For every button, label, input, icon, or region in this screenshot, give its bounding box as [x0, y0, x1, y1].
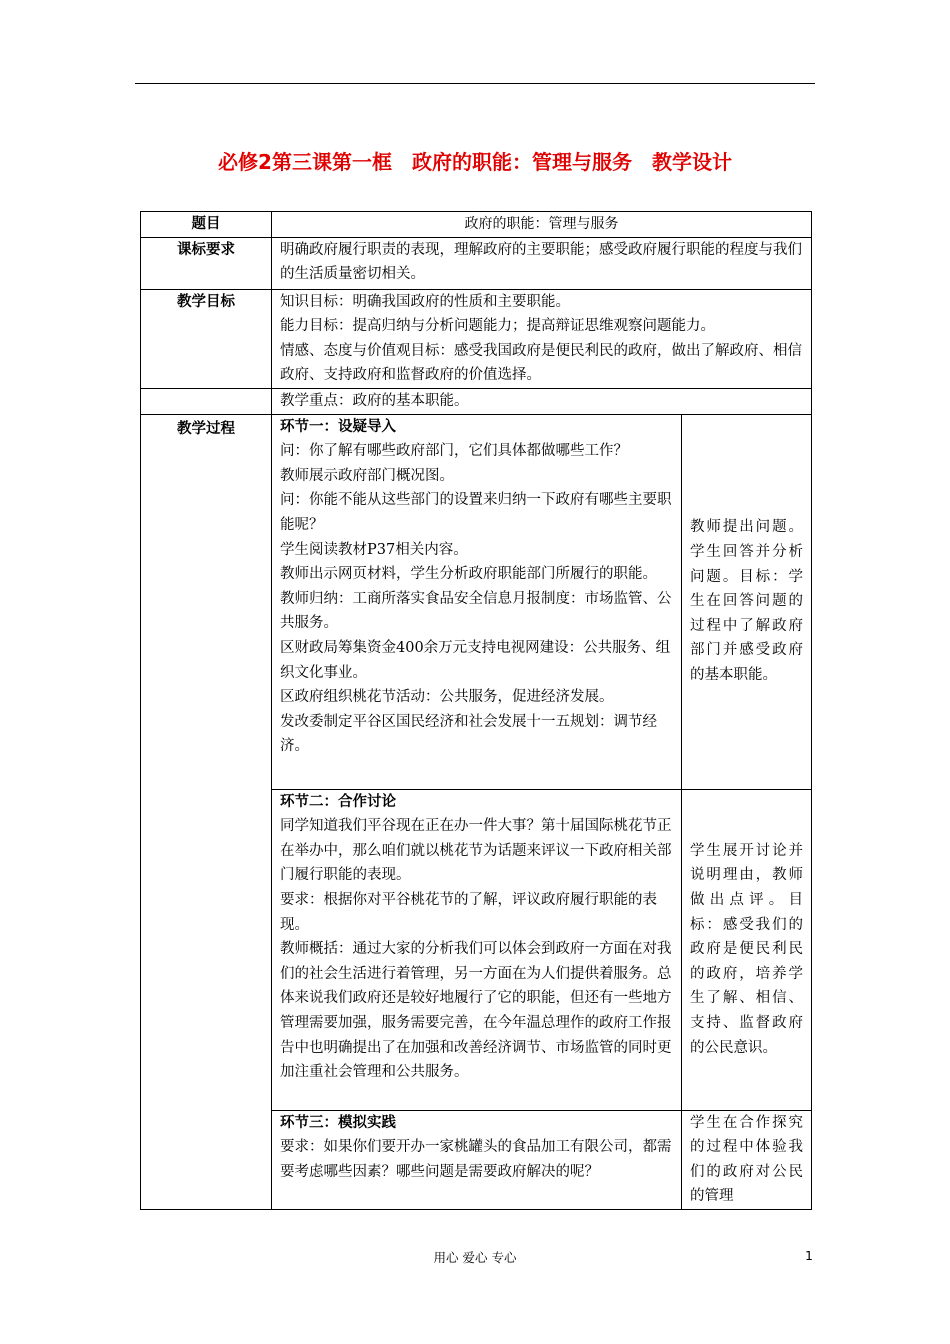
goals-label: 教学目标 — [141, 289, 272, 388]
standard-row — [141, 237, 812, 289]
document-title: 必修2第三课第一框 政府的职能：管理与服务 教学设计 — [218, 150, 732, 174]
goal-knowledge: 知识目标：明确我国政府的性质和主要职能。 — [280, 293, 570, 310]
topic-value: 政府的职能：管理与服务 — [272, 212, 812, 238]
section-3-content — [272, 1110, 682, 1209]
section-1-paragraph: 学生阅读教材P37相关内容。 — [280, 541, 468, 558]
section-3-note: 学生在合作探究的过程中体验我们的政府对公民的管理 — [682, 1110, 812, 1209]
standard-text: 明确政府履行职责的表现，理解政府的主要职能；感受政府履行职能的程度与我们的生活质量密切相关。 — [272, 237, 812, 289]
section-1-note: 教师提出问题。学生回答并分析问题。目标：学生在回答问题的过程中了解政府部门并感受政府的基本职能。 — [682, 414, 812, 789]
section-1-content — [272, 414, 682, 789]
page-footer: 用心 爱心 专心 — [433, 1250, 517, 1265]
section-1-paragraph: 教师展示政府部门概况图。 — [280, 467, 454, 484]
section-1-paragraph: 区政府组织桃花节活动：公共服务，促进经济发展。 — [280, 689, 614, 706]
section-1-paragraph: 问：你了解有哪些政府部门，它们具体都做哪些工作？ — [280, 443, 628, 460]
section-3-paragraph: 要求：如果你们要开办一家桃罐头的食品加工有限公司，都需要考虑哪些因素？哪些问题是需要政府解决的呢？ — [280, 1139, 672, 1180]
key-point-empty-cell — [141, 388, 272, 414]
section-1-paragraph: 发改委制定平谷区国民经济和社会发展十一五规划：调节经济。 — [280, 713, 657, 755]
goal-ability: 能力目标：提高归纳与分析问题能力；提高辩证思维观察问题能力。 — [280, 318, 715, 335]
section-2-note: 学生展开讨论并说明理由，教师做出点评。目标：感受我们的政府是便民利民的政府，培养学生了解、相信、支持、监督政府的公民意识。 — [682, 789, 812, 1110]
section-1-paragraph: 区财政局筹集资金400余万元支持电视网建设：公共服务、组织文化事业。 — [280, 639, 671, 681]
goals-cell — [272, 289, 812, 388]
section-2-content — [272, 789, 682, 1110]
section-1-paragraph: 教师归纳：工商所落实食品安全信息月报制度：市场监管、公共服务。 — [280, 590, 672, 632]
section-2-title: 环节二：合作讨论 — [280, 793, 396, 810]
process-label: 教学过程 — [141, 414, 272, 1209]
process-section-1-row — [141, 414, 812, 789]
lesson-plan-table — [140, 211, 812, 1210]
section-2-paragraph: 要求：根据你对平谷桃花节的了解，评议政府履行职能的表现。 — [280, 891, 657, 933]
section-1-paragraph: 教师出示网页材料，学生分析政府职能部门所履行的职能。 — [280, 566, 657, 583]
section-1-title: 环节一：设疑导入 — [280, 418, 396, 435]
section-2-paragraph: 同学知道我们平谷现在正在办一件大事？第十届国际桃花节正在举办中，那么咱们就以桃花节为话题来评议一下政府相关部门履行职能的表现。 — [280, 818, 672, 884]
section-1-paragraph: 问：你能不能从这些部门的设置来归纳一下政府有哪些主要职能呢？ — [280, 492, 672, 533]
key-point-row — [141, 388, 812, 414]
section-3-title: 环节三：模拟实践 — [280, 1114, 396, 1131]
standard-label: 课标要求 — [141, 237, 272, 289]
goals-row — [141, 289, 812, 388]
topic-label: 题目 — [141, 212, 272, 238]
topic-row — [141, 212, 812, 238]
goal-attitude: 情感、态度与价值观目标：感受我国政府是便民利民的政府，做出了解政府、相信政府、支持政府和监督政府的价值选择。 — [280, 342, 802, 384]
page-number: 1 — [805, 1248, 813, 1263]
header-rule — [135, 83, 815, 84]
key-point-text: 教学重点：政府的基本职能。 — [272, 388, 812, 414]
section-2-paragraph: 教师概括：通过大家的分析我们可以体会到政府一方面在对我们的社会生活进行着管理，另一方面在为人们提供着服务。总体来说我们政府还是较好地履行了它的职能，但还有一些地方管理需要加强，服务需要完善，在今年温总理作的政府工作报告中也明确提出了在加强和改善经济调节、市场监管的同时更加注重社会管理和公共服务。 — [280, 941, 672, 1081]
